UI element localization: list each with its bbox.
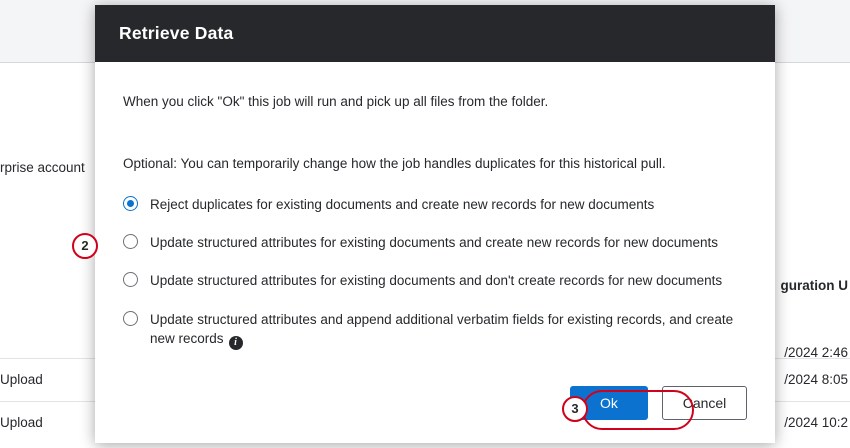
dialog-header <box>95 5 775 62</box>
radio-button-icon[interactable] <box>123 234 138 249</box>
radio-option-reject-duplicates[interactable] <box>123 195 747 214</box>
dialog-intro-text: When you click "Ok" this job will run and pick up all files from the folder. <box>123 94 549 109</box>
table-cell-date: /2024 8:05 <box>784 372 848 387</box>
background-account-text: rprise account <box>0 160 85 175</box>
radio-option-label: Reject duplicates for existing documents and create new records for new documents <box>150 197 655 213</box>
cancel-button[interactable]: Cancel <box>662 386 747 420</box>
radio-option-update-and-create[interactable] <box>123 233 747 252</box>
radio-option-label-wrapper <box>150 310 747 350</box>
step-callout-3: 3 <box>562 396 588 422</box>
duplicate-handling-radio-group[interactable] <box>123 195 747 350</box>
radio-button-icon[interactable] <box>123 272 138 287</box>
radio-option-label: Update structured attributes for existing documents and create new records for new documents <box>150 235 719 251</box>
radio-option-label: Update structured attributes for existing documents and don't create records for new documents <box>150 273 723 289</box>
retrieve-data-dialog <box>95 5 775 443</box>
radio-option-label: Update structured attributes and append additional verbatim fields for existing records, and create new records <box>150 311 734 346</box>
background-top-right-date: /2024 2:46 <box>784 345 848 360</box>
radio-option-append-verbatim[interactable] <box>123 310 747 350</box>
table-cell-date: /2024 10:2 <box>784 415 848 430</box>
step-callout-2: 2 <box>72 233 98 259</box>
dialog-title: Retrieve Data <box>119 23 234 43</box>
table-cell-name: Upload <box>0 372 43 387</box>
radio-button-icon[interactable] <box>123 311 138 326</box>
dialog-optional-text: Optional: You can temporarily change how the job handles duplicates for this historical pull. <box>123 155 666 171</box>
ok-button-highlight-ring <box>582 390 694 430</box>
table-cell-name: Upload <box>0 415 43 430</box>
radio-button-icon[interactable] <box>123 196 138 211</box>
info-icon[interactable]: i <box>229 336 243 350</box>
background-column-header: guration U <box>780 278 848 293</box>
ok-button[interactable]: Ok <box>570 386 648 420</box>
dialog-body <box>95 62 775 371</box>
radio-option-update-no-create[interactable] <box>123 271 747 290</box>
